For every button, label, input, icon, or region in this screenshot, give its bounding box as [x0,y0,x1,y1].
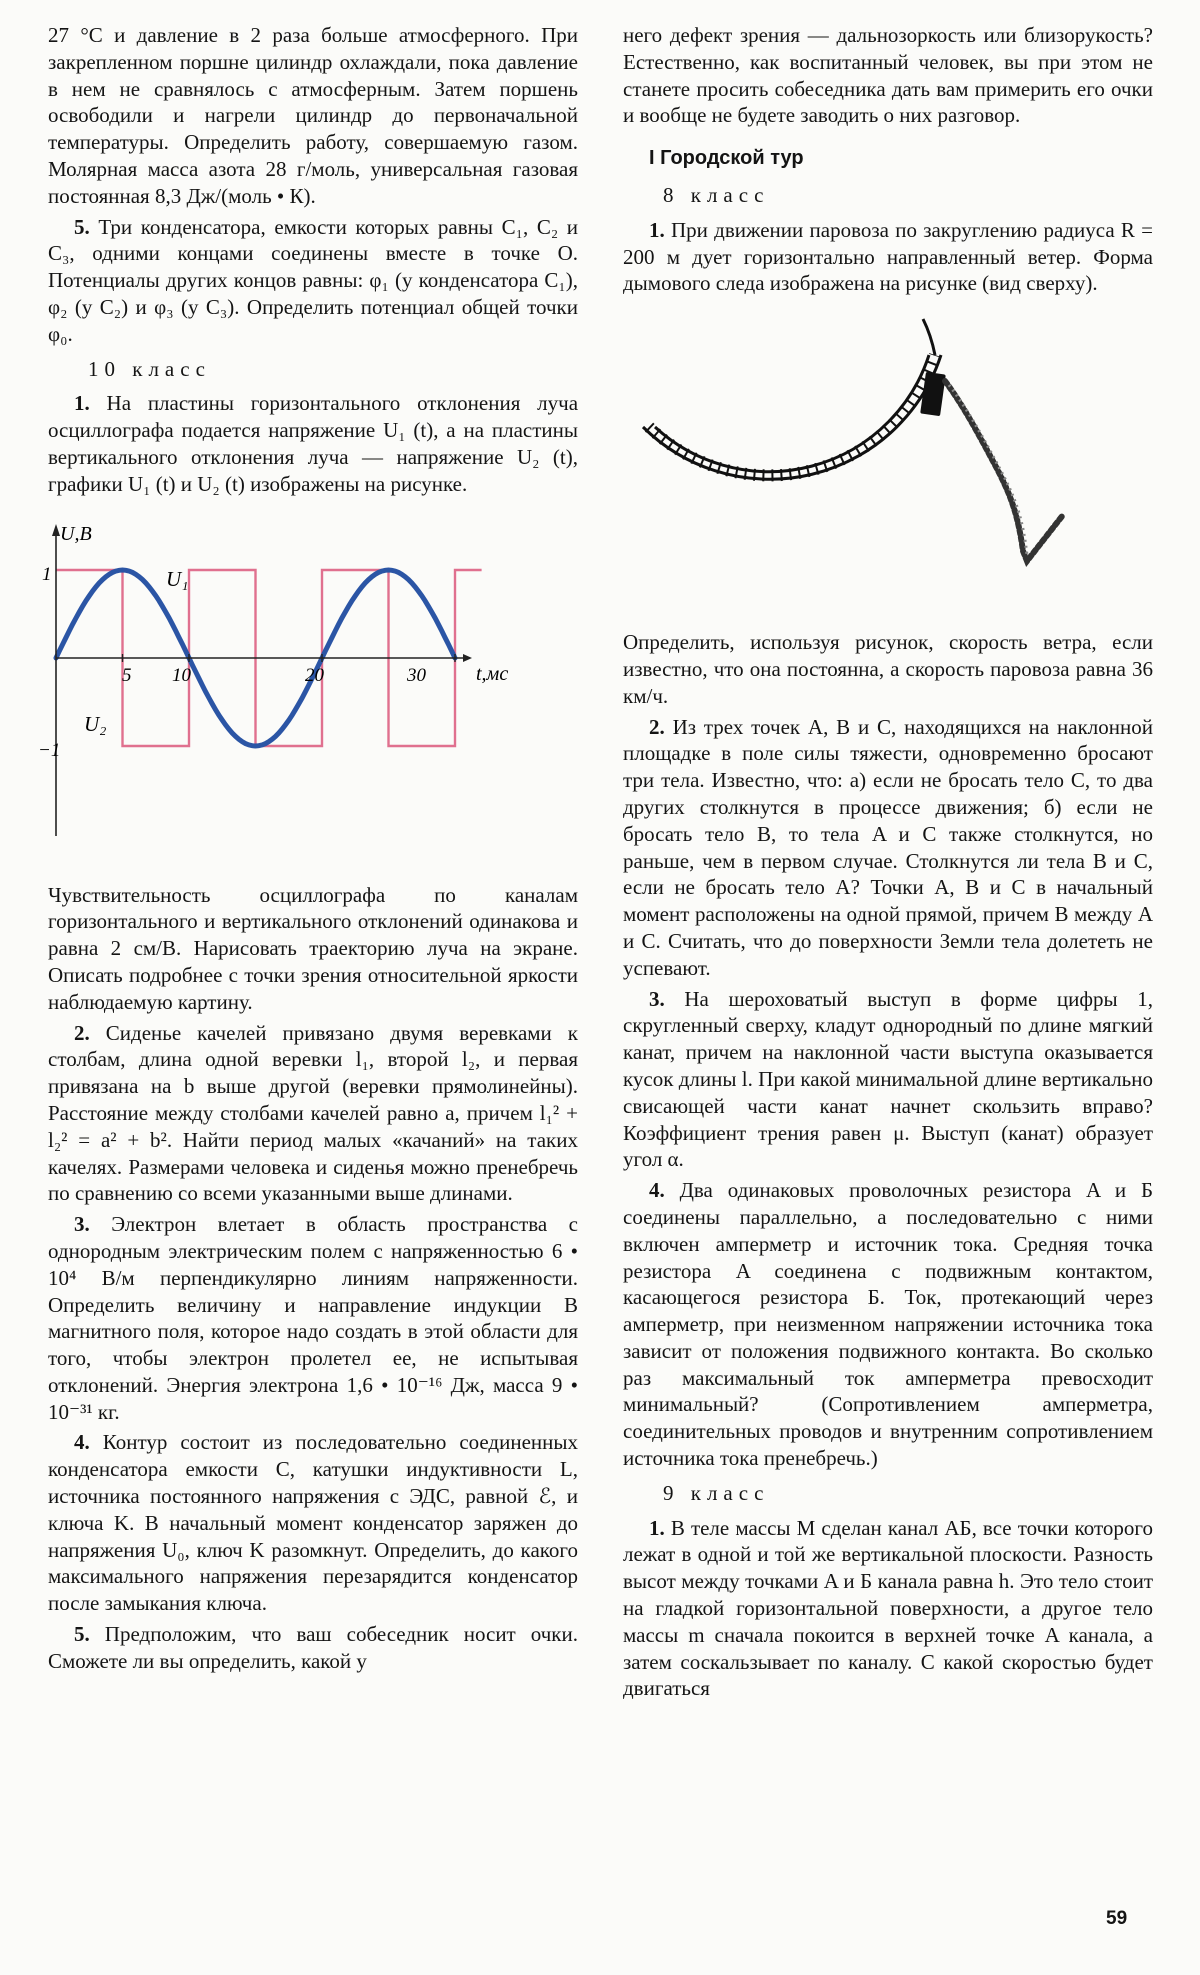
problem-number: 5. [74,214,90,239]
intro-paragraph: 27 °C и давление в 2 раза больше атмосферного. При закрепленном поршне цилиндр охлаждали, пока давление в нем не сравнялось с атмосферным. Затем поршень освободили и нагрели цилиндр до первоначальной температуры. Определить работу, совершаемую газом. Молярная масса азота 28 г/моль, универсальная газовая постоянная 8,3 Дж/(моль • К). [48,23,578,208]
grade-8-heading: 8 класс [663,182,770,207]
problem-10-4-paragraph [48,1429,578,1617]
problem-number: 3. [649,986,665,1011]
problem-number: 4. [649,1178,665,1203]
problem-text: Предположим, что ваш собеседник носит очки. Сможете ли вы определить, какой у [48,1622,578,1673]
problem-text: В теле массы M сделан канал АБ, все точки которого лежат в одной и той же вертикальной плоскости. Разность высот между точками A и Б канала равна h. Это тело стоит на гладкой горизонтальной поверхности, а другое тело массы m сначала покоится в верхней точке A канала, а затем соскальзывает по каналу. С какой скоростью будет двигаться [623,1515,1153,1701]
problem-text: Два одинаковых проволочных резистора A и Б соединены параллельно, а последовательно с ними включен амперметр и источник тока. Средняя точка резистора A соединена с подвижным контактом, касающегося резистора Б. Ток, протекающий через амперметр, при неизменном напряжении источника тока зависит от положения подвижного контакта. Во сколько раз максимальный ток амперметра превосходит минимальный? (Сопротивлением амперметра, соединительных проводов и внутренним сопротивлением источника тока пренебречь.) [623,1178,1154,1471]
problem-text: При движении паровоза по закруглению радиуса R = 200 м дует горизонтально направленный ветер. Форма дымового следа изображена на рисунке (вид сверху). [623,217,1153,296]
problem-number: 1. [649,217,665,242]
problem-8-1-continuation: Определить, используя рисунок, скорость ветра, если известно, что она постоянна, а скорость паровоза равна 36 км/ч. [623,630,1153,708]
problem-10-3-paragraph [48,1211,578,1425]
x-axis-label: t,мс [476,662,509,685]
locomotive-track-figure [623,315,1153,605]
problem-text: Из трех точек A, B и C, находящихся на наклонной площадке в поле силы тяжести, одновременно бросают три тела. Известно, что: а) если не бросать тело C, то два других столкнутся в процессе движения; б) если не бросать тело B, то тела A и C также столкнутся, но раньше, чем в первом случае. Столкнутся ли тела B и C, если не бросать тело A? Точки A, B и C в начальный момент расположены на одной прямой, причем B между A и C. Считать, что до поверхности Земли тела долететь не успевают. [623,714,1153,980]
problem-10-1-paragraph [48,390,578,497]
oscillogram-figure [38,516,578,846]
track-smoke-illustration [623,315,1153,605]
problem-text: На пластины горизонтального отклонения луча осциллографа подается напряжение U₁ (t), а на пластины вертикального отклонения луча — напряжение U₂ (t), графики U₁ (t) и U₂ (t) изображены на рисунке. [48,391,579,496]
x-tick-label-20: 20 [305,664,324,686]
x-tick-label-30: 30 [407,664,426,686]
problem-8-3-paragraph [623,986,1153,1174]
problem-text: Контур состоит из последовательно соединенных конденсатора емкости C, катушки индуктивности L, источника постоянного напряжения с ЭДС, равной ℰ, и ключа K. В начальный момент конденсатор заряжен до напряжения U₀, ключ K разомкнут. Определить, до какого максимального напряжения перезарядится конденсатор после замыкания ключа. [48,1430,579,1616]
grade-10-heading: 10 класс [88,356,211,381]
page-number: 59 [1106,1908,1128,1929]
problem-number: 5. [74,1622,90,1647]
problem-text: На шероховатый выступ в форме цифры 1, скругленный сверху, кладут однородный по длине мягкий канат, причем на наклонной части выступа оказывается кусок длины l. При какой минимальной длине вертикально свисающей части канат начнет скользить вправо? Коэффициент трения равен μ. Выступ (канат) образует угол α. [623,986,1154,1172]
u1-series-label: U₁ [166,566,189,591]
x-tick-label-10: 10 [172,664,191,686]
problem-9-1-paragraph [623,1515,1153,1703]
problem-10-1-continuation: Чувствительность осциллографа по каналам горизонтального и вертикального отклонений одинакова и равна 2 см/В. Нарисовать траекторию луча на экране. Описать подробнее с точки зрения относительной яркости наблюдаемую картину. [48,882,578,1014]
problem-5-paragraph [48,214,578,348]
problem-8-2-paragraph [623,714,1153,982]
problem-number: 2. [649,714,665,739]
problem-number: 2. [74,1020,90,1045]
smoke-trail-shade [949,385,1027,555]
track-sleepers [649,355,935,475]
problem-number: 1. [74,391,90,416]
y-axis-arrow [52,524,60,536]
problem-number: 4. [74,1430,90,1455]
problem-number: 3. [74,1212,90,1237]
problem-text: Электрон влетает в область пространства с однородным электрическим полем с напряженностью 6 • 10⁴ В/м перпендикулярно линиям напряженности. Определить величину и направление индукции B магнитного поля, которое надо создать в этой области для того, чтобы электрон пролетел ее, не испытывая отклонений. Энергия электрона 1,6 • 10⁻¹⁶ Дж, масса 9 • 10⁻³¹ кг. [48,1212,579,1424]
right-column [623,22,1153,1706]
continuation-paragraph: него дефект зрения — дальнозоркость или близорукость? Естественно, как воспитанный человек, вы при этом не станете просить собеседника дать вам примерить его очки и вообще не будете заводить о них разговор. [623,23,1153,128]
x-tick-label-5: 5 [122,664,132,686]
oscillogram-chart [38,516,578,846]
section-heading: I Городской тур [649,147,804,170]
y-tick-positive: 1 [42,563,52,585]
y-tick-negative: −1 [38,739,61,761]
x-axis-arrow [463,654,472,662]
u2-series-label: U₂ [84,711,107,736]
left-column [38,22,579,1679]
y-axis-label: U,B [60,522,92,545]
problem-10-2-paragraph [48,1020,578,1208]
problem-text: Сиденье качелей привязано двумя веревками к столбам, длина одной веревки l₁, второй l₂, и первая привязана на b выше другой (веревки прямолинейны). Расстояние между столбами качелей равно a, причем l₁² + l₂² = a² + b². Найти период малых «качаний» на таких качелях. Размерами человека и сиденья можно пренебречь по сравнению со всеми указанными выше длинами. [48,1020,579,1206]
smoke-trail [945,381,1063,561]
track-rail-outer [643,355,941,479]
problem-8-4-paragraph [623,1177,1153,1472]
problem-text: Три конденсатора, емкости которых равны C₁, C₂ и C₃, одними концами соединены вместе в точке O. Потенциалы других концов равны: φ₁ (у конденсатора C₁), φ₂ (у C₂) и φ₃ (у C₃). Определить потенциал общей точки φ₀. [48,214,578,346]
track-rail-extension [923,319,935,355]
problem-number: 1. [649,1515,665,1540]
problem-10-5-paragraph [48,1621,578,1675]
grade-9-heading: 9 класс [663,1480,770,1505]
problem-8-1-paragraph [623,217,1153,297]
